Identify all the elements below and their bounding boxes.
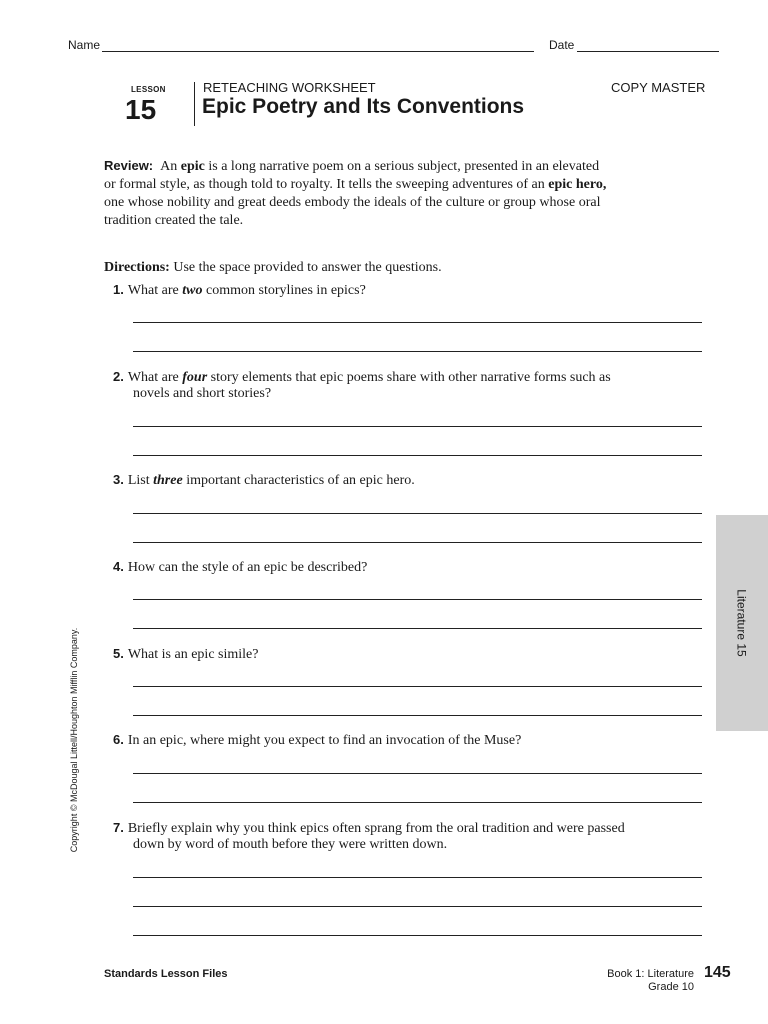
review-text-3: or formal style, as though told to royalty. It tells the sweeping adventures of an	[104, 177, 549, 192]
question-7-continued: down by word of mouth before they were written down.	[133, 837, 448, 852]
question-text: Briefly explain why you think epics often sprang from the oral tradition and were passed	[127, 821, 625, 836]
question-2	[113, 368, 611, 386]
answer-line-4a[interactable]	[133, 599, 702, 600]
date-field[interactable]	[577, 51, 719, 52]
question-text: In an epic, where might you expect to find an invocation of the Muse?	[127, 733, 522, 748]
copy-master-label: COPY MASTER	[611, 80, 706, 95]
answer-line-7b[interactable]	[133, 906, 702, 907]
question-number: 6.	[113, 732, 124, 747]
footer-series-title: Standards Lesson Files	[104, 968, 228, 980]
date-label: Date	[549, 38, 575, 52]
section-tab-label: Literature 15	[735, 589, 750, 657]
footer-grade: Grade 10	[648, 981, 694, 993]
review-text-5: tradition created the tale.	[104, 213, 244, 228]
answer-line-7c[interactable]	[133, 935, 702, 936]
page-number: 145	[704, 964, 731, 981]
answer-line-7a[interactable]	[133, 877, 702, 878]
question-2-continued: novels and short stories?	[133, 386, 272, 401]
question-6	[113, 731, 521, 749]
review-text-4: one whose nobility and great deeds embody the ideals of the culture or group whose oral	[104, 195, 601, 210]
answer-line-2b[interactable]	[133, 455, 702, 456]
question-text: What is an epic simile?	[127, 647, 259, 662]
review-paragraph	[104, 157, 664, 230]
question-number: 1.	[113, 282, 124, 297]
question-number: 4.	[113, 559, 124, 574]
answer-line-6b[interactable]	[133, 802, 702, 803]
header-divider	[194, 82, 195, 126]
question-text: List three important characteristics of an epic hero.	[127, 473, 415, 488]
answer-line-3b[interactable]	[133, 542, 702, 543]
question-text: What are four story elements that epic poems share with other narrative forms such as	[127, 370, 611, 385]
footer-book-info	[560, 968, 694, 994]
question-number: 7.	[113, 820, 124, 835]
question-text: What are two common storylines in epics?	[127, 283, 366, 298]
question-1	[113, 281, 366, 299]
term-epic: epic	[180, 159, 205, 174]
review-text-1: An	[160, 159, 181, 174]
question-number: 3.	[113, 472, 124, 487]
answer-line-1b[interactable]	[133, 351, 702, 352]
footer-book: Book 1: Literature	[607, 968, 694, 980]
question-number: 5.	[113, 646, 124, 661]
answer-line-3a[interactable]	[133, 513, 702, 514]
page-title: Epic Poetry and Its Conventions	[202, 95, 525, 118]
review-text-2: is a long narrative poem on a serious subject, presented in an elevated	[204, 159, 600, 174]
answer-line-5b[interactable]	[133, 715, 702, 716]
lesson-label: LESSON	[131, 85, 166, 94]
answer-line-5a[interactable]	[133, 686, 702, 687]
name-field[interactable]	[102, 51, 534, 52]
answer-line-1a[interactable]	[133, 322, 702, 323]
lesson-number: 15	[125, 94, 157, 125]
question-text: How can the style of an epic be described?	[127, 560, 368, 575]
directions	[104, 259, 442, 277]
directions-label: Directions:	[104, 260, 170, 275]
review-label: Review:	[104, 158, 154, 173]
question-4	[113, 558, 367, 576]
answer-line-6a[interactable]	[133, 773, 702, 774]
term-epic-hero: epic hero,	[548, 177, 607, 192]
name-label: Name	[68, 38, 101, 52]
answer-line-2a[interactable]	[133, 426, 702, 427]
question-7	[113, 819, 625, 837]
question-5	[113, 645, 258, 663]
question-3	[113, 471, 415, 489]
answer-line-4b[interactable]	[133, 628, 702, 629]
directions-text: Use the space provided to answer the questions.	[169, 260, 442, 275]
question-number: 2.	[113, 369, 124, 384]
worksheet-kicker: RETEACHING WORKSHEET	[203, 80, 376, 95]
